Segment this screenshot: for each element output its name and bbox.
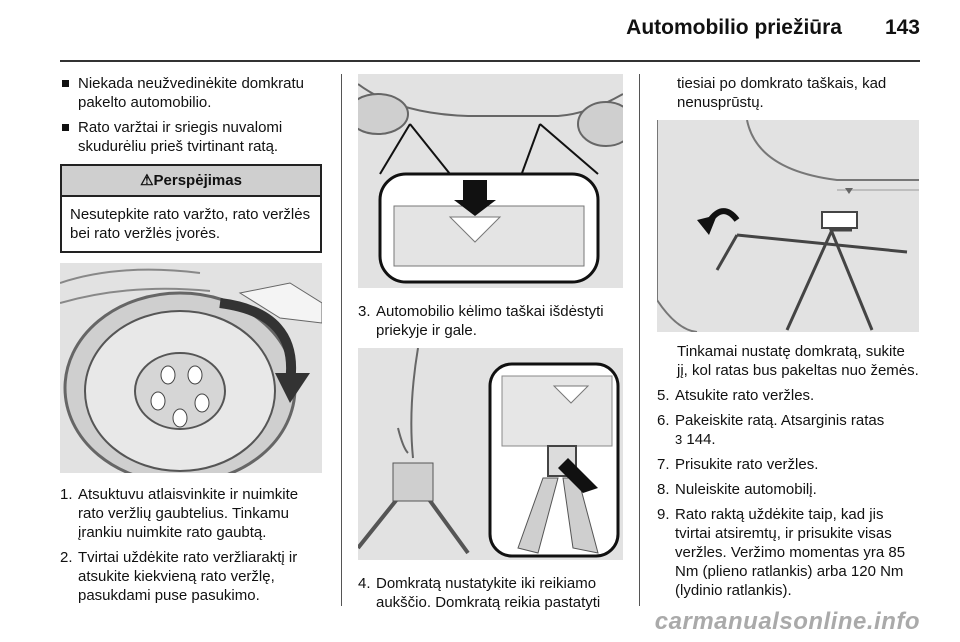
bullet-item: Niekada neužvedinėkite domkratu pakelto automobilio.	[60, 74, 322, 112]
column-2	[358, 74, 623, 618]
column-divider	[639, 74, 640, 606]
step-7: 7. Prisukite rato veržles.	[657, 456, 819, 473]
warning-text: Nesutepkite rato varžto, rato veržlės bei rato veržlės įvorės.	[70, 206, 311, 242]
column-divider	[341, 74, 342, 606]
column-3	[657, 74, 919, 606]
step-9: 9. Rato raktą uždėkite taip, kad jis tvirtai atsiremtų, ir prisukite visas veržles. Veržimo momentas yra 85 Nm (plieno ratlankis) arba 120 Nm (lydinio ratlankis).	[657, 506, 906, 599]
step-5: 5. Atsukite rato veržles.	[657, 387, 815, 404]
step-4: 4. Domkratą nustatykite iki reikiamo aukščio. Domkratą reikia pastatyti	[358, 575, 601, 611]
continuation-text: tiesiai po domkrato taškais, kad nenusprūstų.	[677, 75, 887, 111]
page-number: 143	[884, 16, 920, 39]
step-8: 8. Nuleiskite automobilį.	[657, 481, 817, 498]
figure-jack-position	[358, 348, 623, 560]
bullet-item: Rato varžtai ir sriegis nuvalomi skudurėliu prieš tvirtinant ratą.	[60, 118, 322, 156]
column-1	[60, 74, 322, 611]
warning-box	[60, 164, 322, 253]
watermark: carmanualsonline.info	[654, 608, 920, 635]
warning-icon: ⚠	[140, 172, 154, 189]
warning-header	[62, 166, 320, 197]
figure-wheel-cover	[60, 263, 322, 473]
after-figure-text: Tinkamai nustatę domkratą, sukite jį, kol ratas bus pakeltas nuo žemės.	[677, 343, 919, 379]
step-1: 1. Atsuktuvu atlaisvinkite ir nuimkite rato veržlių gaubtelius. Tinkamu įrankiu nuimkite rato gaubtą.	[60, 486, 299, 541]
page-header-title: Automobilio priežiūra	[626, 16, 842, 39]
figure-jack-crank	[657, 120, 919, 332]
warning-title: Perspėjimas	[153, 172, 242, 189]
figure-jacking-points	[358, 74, 623, 288]
step-6: 6. Pakeiskite ratą. Atsarginis ratas 3 144.	[657, 412, 885, 448]
cross-reference-icon: 3	[675, 432, 683, 447]
step-2: 2. Tvirtai uždėkite rato veržliaraktį ir atsukite kiekvieną rato veržlę, pasukdami puse pasukimo.	[60, 549, 298, 604]
header-rule	[60, 60, 920, 62]
step-3: 3. Automobilio kėlimo taškai išdėstyti priekyje ir gale.	[358, 303, 604, 339]
cross-reference-page[interactable]: 144.	[686, 431, 716, 448]
